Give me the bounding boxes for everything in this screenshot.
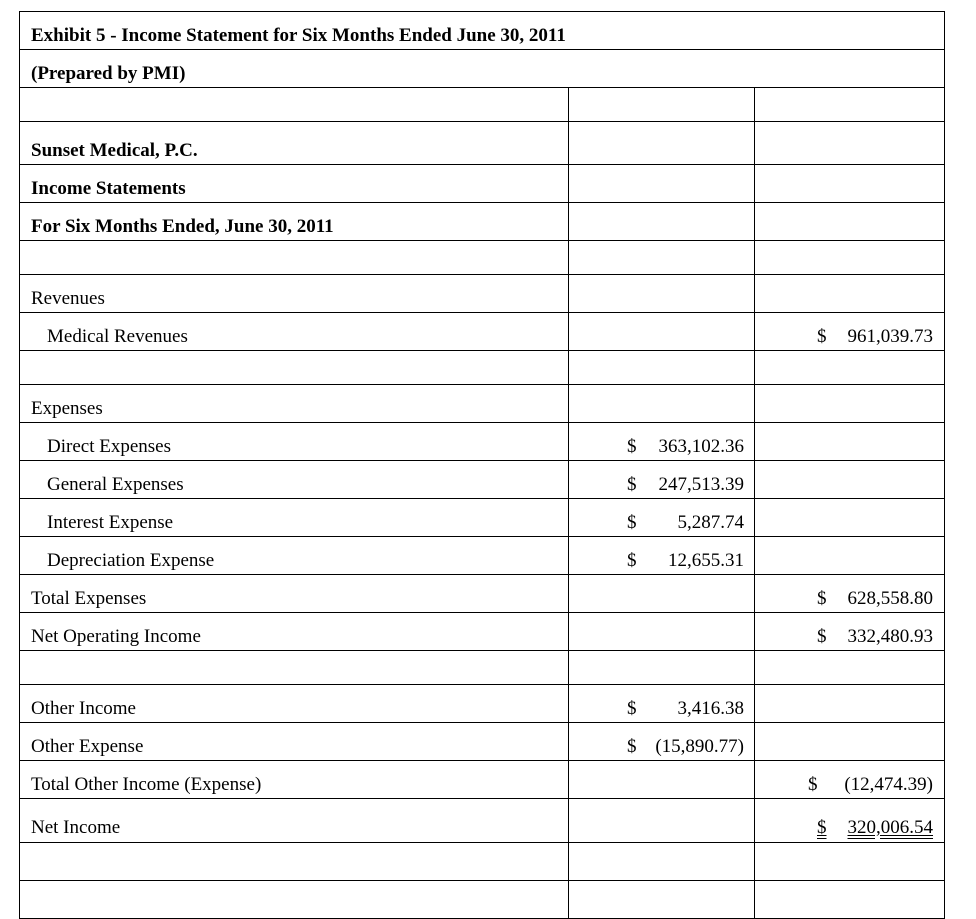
exhibit-title: Exhibit 5 - Income Statement for Six Months Ended June 30, 2011 [20,12,945,50]
total-expenses-label: Total Expenses [20,575,569,613]
table-row [20,761,945,799]
table-row [20,881,945,919]
medical-revenues-label: Medical Revenues [20,313,569,351]
statement-heading: Income Statements [20,165,569,203]
total-other-label: Total Other Income (Expense) [20,761,569,799]
table-row [20,537,945,575]
empty-cell [20,351,569,385]
general-expenses-amount [569,461,755,499]
empty-cell [755,651,945,685]
empty-cell [755,881,945,919]
table-row [20,313,945,351]
table-row [20,423,945,461]
empty-cell [569,203,755,241]
amount-value: 247,513.39 [658,474,744,495]
amount-value: 363,102.36 [658,436,744,457]
amount-value: 961,039.73 [847,326,934,347]
empty-cell [755,499,945,537]
table-row [20,12,945,50]
empty-cell [569,241,755,275]
revenues-label: Revenues [20,275,569,313]
amount-value: 628,558.80 [847,588,934,609]
empty-cell [20,651,569,685]
table-row [20,385,945,423]
empty-cell [755,423,945,461]
currency-symbol: $ [627,550,637,571]
table-row [20,122,945,165]
empty-cell [755,241,945,275]
table-row [20,799,945,843]
table-row [20,203,945,241]
other-expense-label: Other Expense [20,723,569,761]
medical-revenues-amount [755,313,945,351]
total-expenses-amount [755,575,945,613]
empty-cell [755,351,945,385]
currency-symbol: $ [817,588,827,609]
empty-cell [569,275,755,313]
empty-cell [569,843,755,881]
income-statement-table [19,11,945,919]
table-row [20,50,945,88]
table-row [20,843,945,881]
empty-cell [20,241,569,275]
statement-period: For Six Months Ended, June 30, 2011 [20,203,569,241]
direct-expenses-amount [569,423,755,461]
table-row [20,613,945,651]
empty-cell [755,537,945,575]
currency-symbol: $ [627,736,637,757]
amount-value: (15,890.77) [655,736,744,757]
net-income-label: Net Income [20,799,569,843]
empty-cell [755,843,945,881]
direct-expenses-label: Direct Expenses [20,423,569,461]
depreciation-expense-amount [569,537,755,575]
empty-cell [569,881,755,919]
currency-symbol: $ [817,626,827,647]
total-other-amount [755,761,945,799]
table-row [20,461,945,499]
other-income-label: Other Income [20,685,569,723]
net-operating-income-label: Net Operating Income [20,613,569,651]
empty-cell [569,761,755,799]
other-income-amount [569,685,755,723]
empty-cell [569,799,755,843]
expenses-label: Expenses [20,385,569,423]
empty-cell [569,313,755,351]
empty-cell [20,843,569,881]
other-expense-amount [569,723,755,761]
table-row [20,685,945,723]
interest-expense-amount [569,499,755,537]
empty-cell [569,165,755,203]
currency-symbol: $ [627,474,637,495]
amount-value: 5,287.74 [677,512,744,533]
company-name: Sunset Medical, P.C. [20,122,569,165]
prepared-by: (Prepared by PMI) [20,50,945,88]
table-row [20,275,945,313]
empty-cell [755,203,945,241]
net-operating-income-amount [755,613,945,651]
empty-cell [755,723,945,761]
empty-cell [569,122,755,165]
amount-value: 320,006.54 [847,817,934,838]
currency-symbol: $ [627,512,637,533]
currency-symbol: $ [627,698,637,719]
currency-symbol: $ [817,326,827,347]
amount-value: (12,474.39) [844,774,934,795]
empty-cell [755,275,945,313]
empty-cell [755,88,945,122]
table-row [20,723,945,761]
empty-cell [569,385,755,423]
empty-cell [755,165,945,203]
interest-expense-label: Interest Expense [20,499,569,537]
empty-cell [755,122,945,165]
table-row [20,499,945,537]
table-row [20,241,945,275]
table-row [20,165,945,203]
empty-cell [569,651,755,685]
depreciation-expense-label: Depreciation Expense [20,537,569,575]
empty-cell [20,881,569,919]
empty-cell [755,385,945,423]
net-income-amount [755,799,945,843]
table-row [20,575,945,613]
currency-symbol: $ [627,436,637,457]
empty-cell [755,461,945,499]
empty-cell [20,88,569,122]
empty-cell [755,685,945,723]
currency-symbol: $ [817,817,827,838]
empty-cell [569,351,755,385]
empty-cell [569,88,755,122]
table-row [20,651,945,685]
table-row [20,351,945,385]
table-row [20,88,945,122]
empty-cell [569,613,755,651]
amount-value: 332,480.93 [847,626,934,647]
amount-value: 3,416.38 [677,698,744,719]
currency-symbol: $ [808,774,818,795]
amount-value: 12,655.31 [668,550,744,571]
general-expenses-label: General Expenses [20,461,569,499]
empty-cell [569,575,755,613]
